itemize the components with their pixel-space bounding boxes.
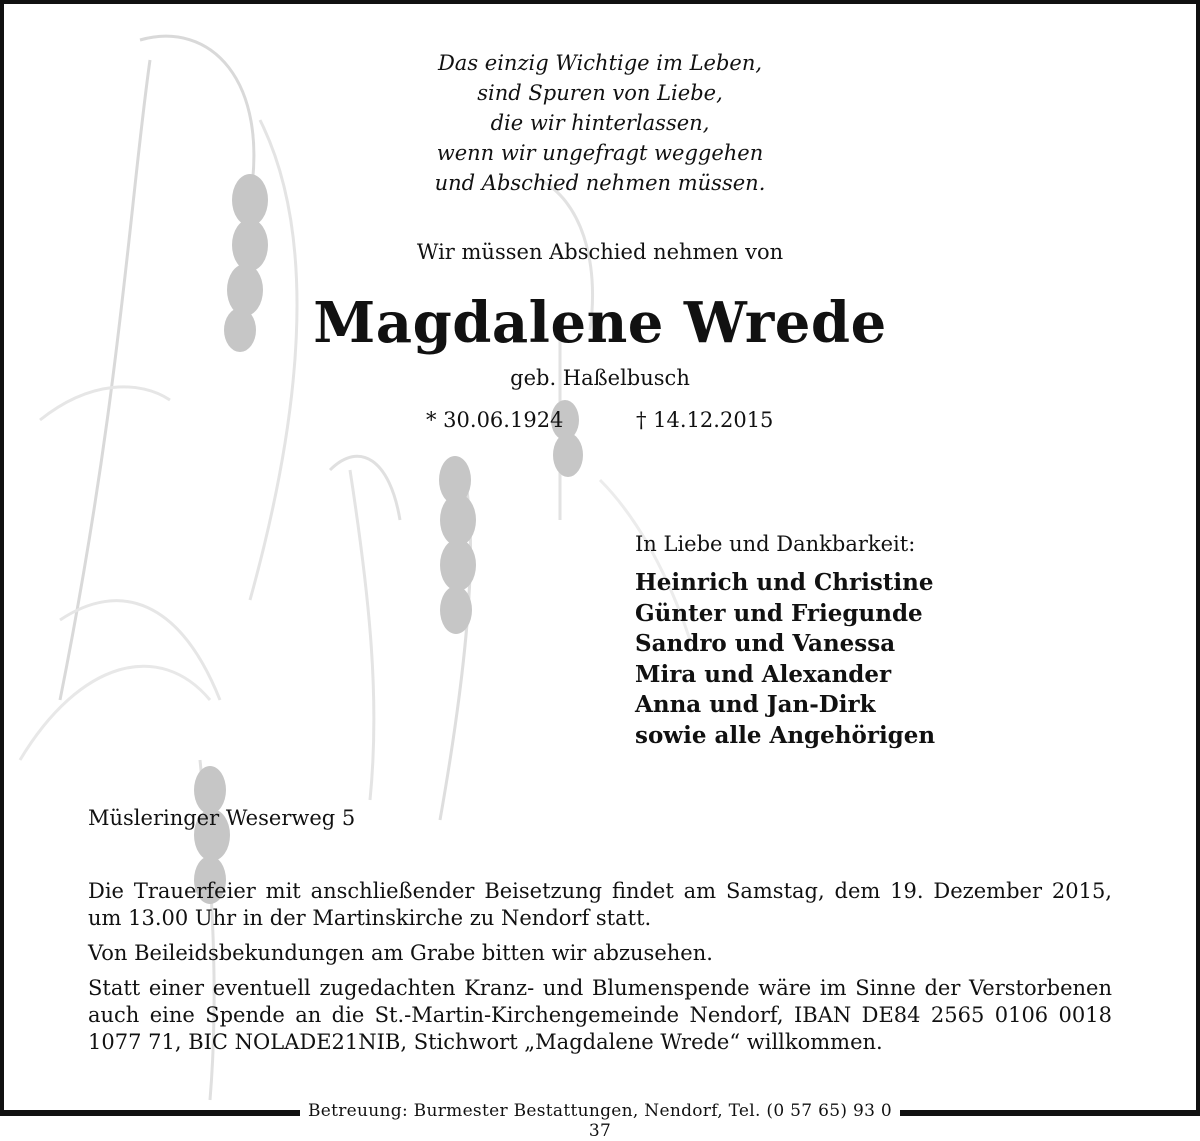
thanks-heading: In Liebe und Dankbarkeit: [635, 532, 916, 556]
birth-date: * 30.06.1924 [426, 408, 564, 432]
quote-line: die wir hinterlassen, [490, 111, 710, 135]
paragraph-donation: Statt einer eventuell zugedachten Kranz- und Blumenspende wäre im Sinne der Verstorbenen auch eine Spende an die St.-Martin-Kirchengemeinde Nendorf, IBAN DE84 2565 0106 0018 1077 71, BIC NOLADE21NIB, Stichwort „Magdalene Wrede“ willkommen. [88, 976, 1112, 1054]
mourners-list [635, 568, 935, 751]
quote-line: Das einzig Wichtige im Leben, [437, 51, 763, 75]
quote-line: und Abschied nehmen müssen. [434, 171, 766, 195]
quote-line: wenn wir ungefragt weggehen [436, 141, 764, 165]
border-left [0, 0, 4, 1110]
quote-line: sind Spuren von Liebe, [477, 81, 723, 105]
funeral-details [88, 878, 1112, 1064]
mourner-item: Mira und Alexander [635, 660, 892, 688]
mourner-item: Günter und Friegunde [635, 599, 923, 627]
mourner-item: Anna und Jan-Dirk [635, 691, 876, 718]
quote [300, 48, 900, 198]
border-top [0, 0, 1200, 4]
address: Müsleringer Weserweg 5 [88, 806, 356, 830]
death-date: † 14.12.2015 [636, 408, 774, 432]
footer-rule-left [0, 1110, 300, 1116]
footer-rule-right [900, 1110, 1200, 1116]
deceased-name: Magdalene Wrede [313, 290, 887, 356]
border-right [1196, 0, 1200, 1110]
mourner-item: sowie alle Angehörigen [635, 721, 936, 749]
maiden-name: geb. Haßelbusch [510, 366, 690, 390]
intro-line: Wir müssen Abschied nehmen von [416, 240, 784, 264]
paragraph-ceremony: Die Trauerfeier mit anschließender Beisetzung findet am Samstag, dem 19. Dezember 2015, um 13.00 Uhr in der Martinskirche zu Nendorf statt. [88, 879, 1112, 930]
footer-undertaker: Betreuung: Burmester Bestattungen, Nendorf, Tel. (0 57 65) 93 0 37 [307, 1101, 893, 1141]
paragraph-condolences: Von Beileidsbekundungen am Grabe bitten wir abzusehen. [88, 941, 713, 965]
mourner-item: Sandro und Vanessa [635, 630, 896, 657]
mourner-item: Heinrich und Christine [635, 569, 934, 596]
